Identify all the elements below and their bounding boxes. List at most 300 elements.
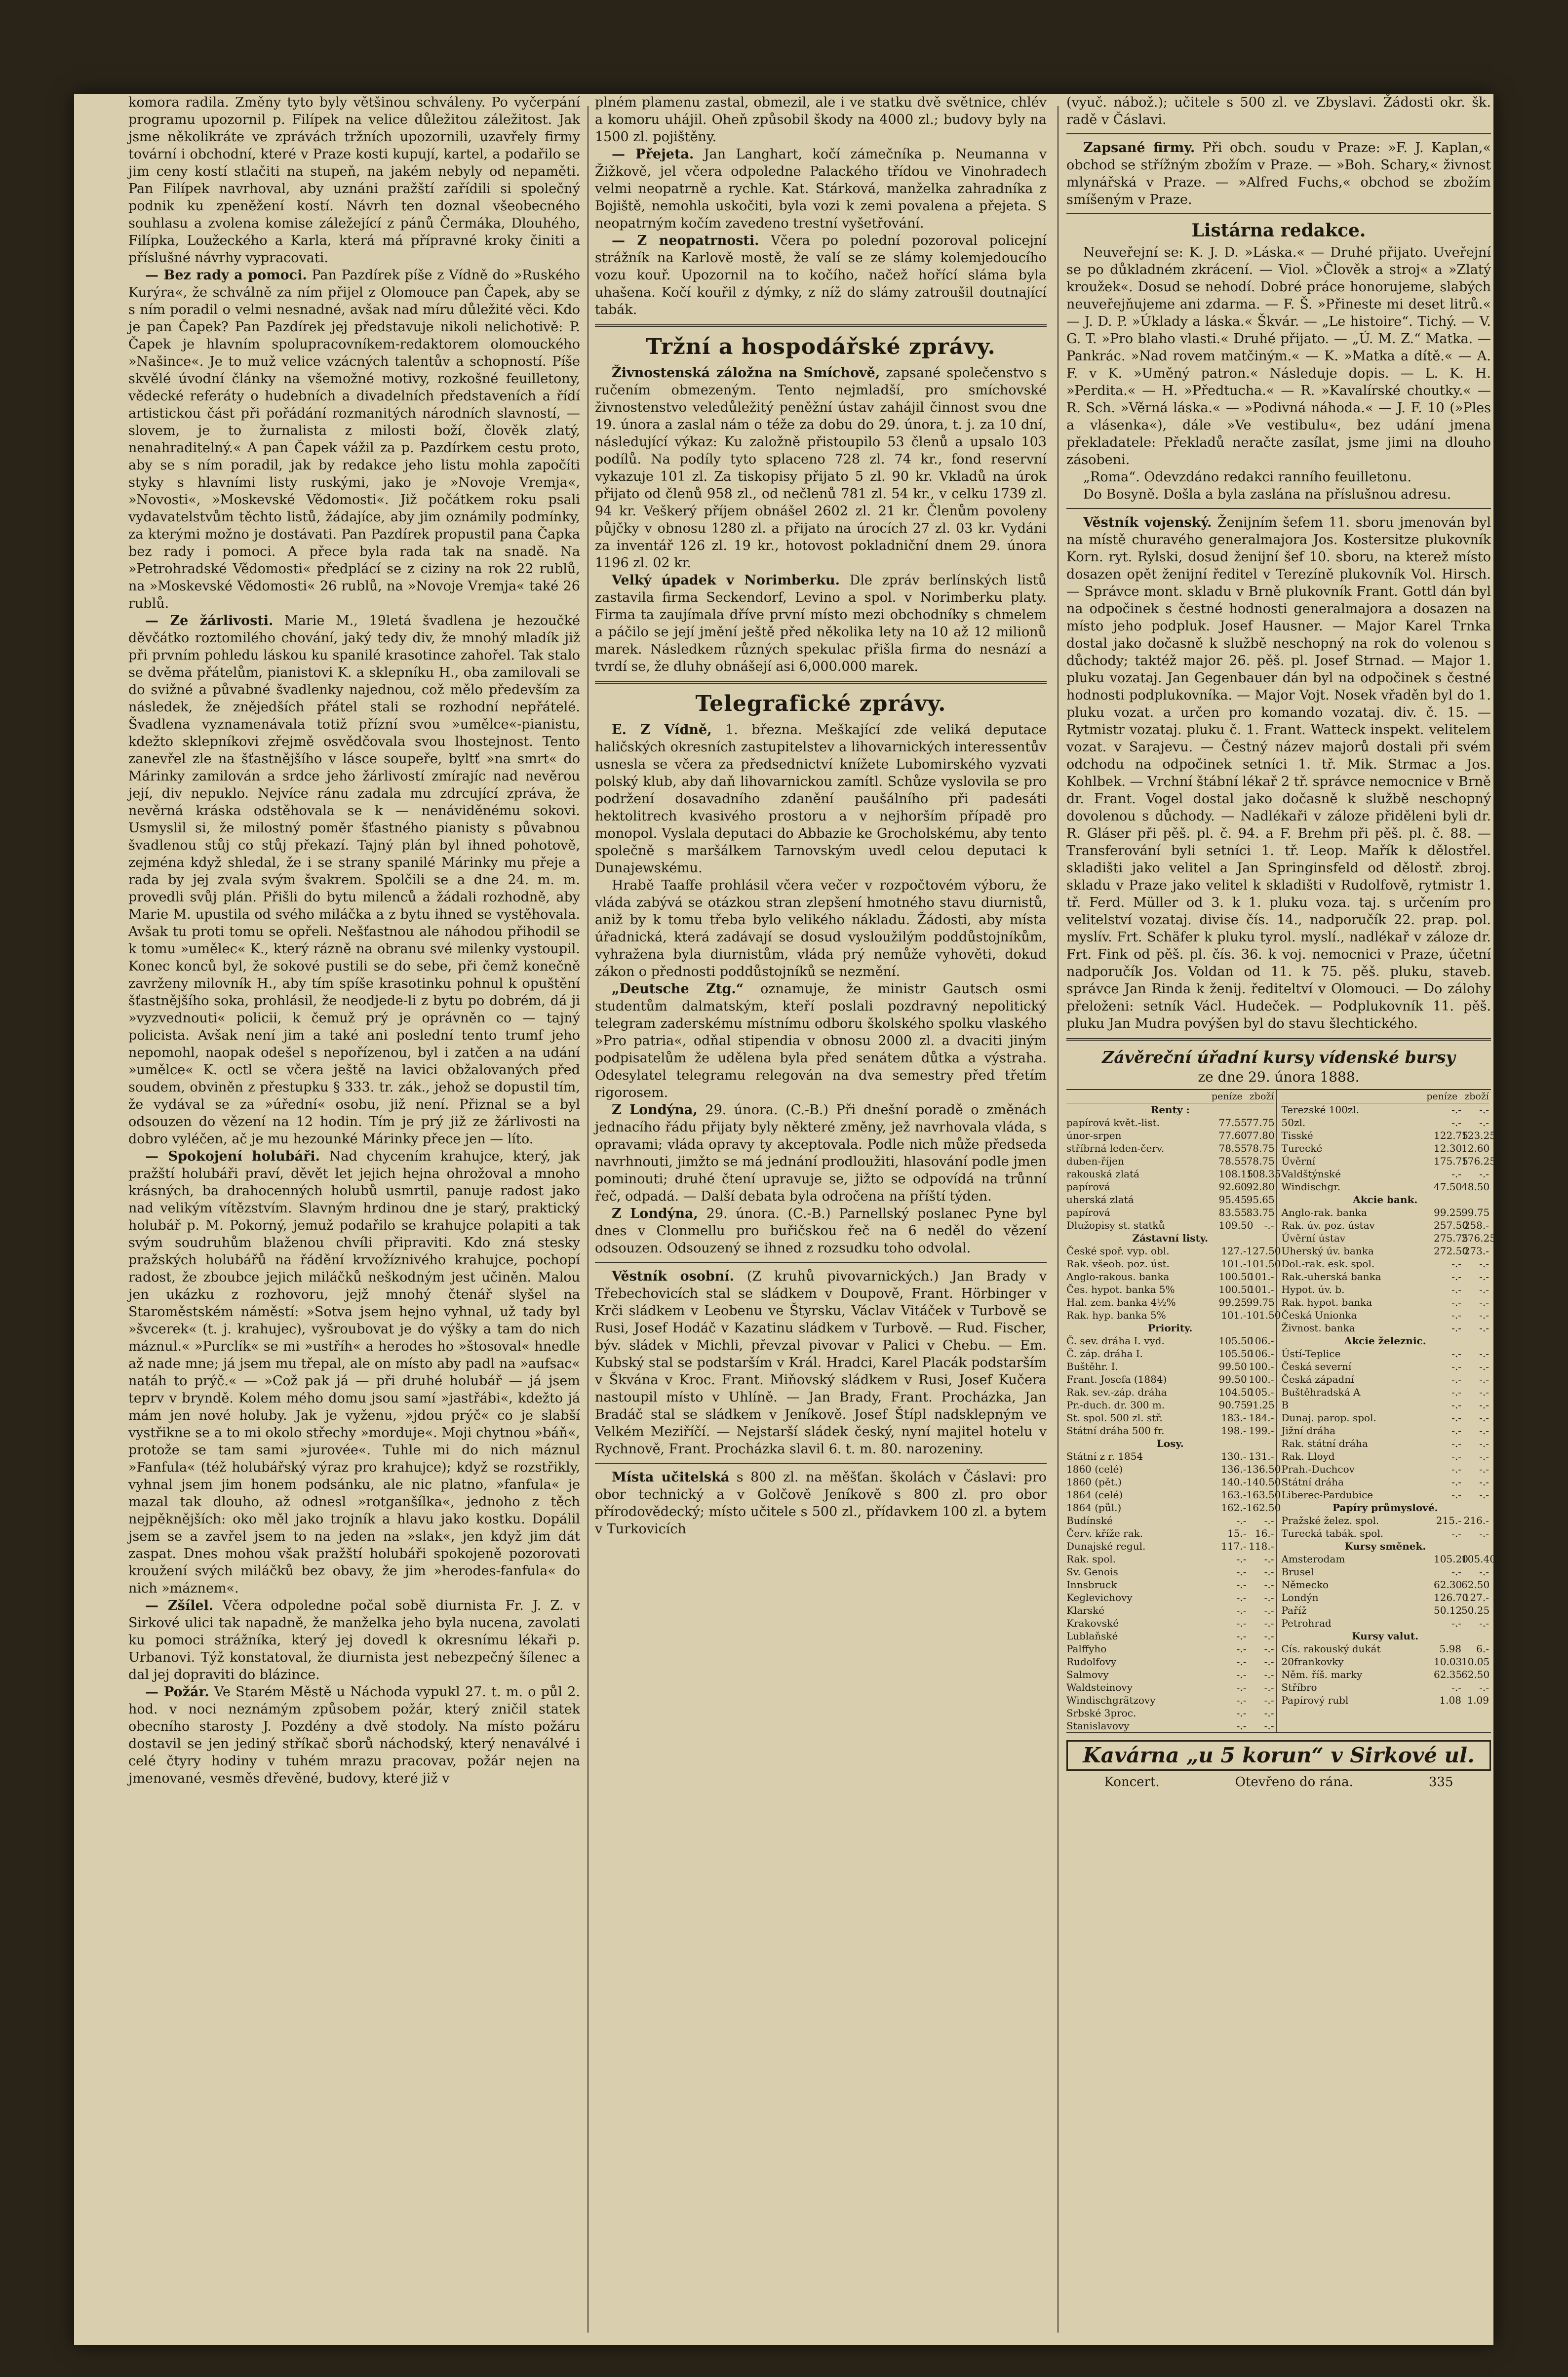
section-divider (1066, 1038, 1491, 1041)
bourse-bid: 100.50 (1218, 1271, 1254, 1283)
bourse-ask: 184.- (1249, 1412, 1274, 1424)
bourse-row (1282, 1245, 1490, 1257)
bourse-bid: -.- (1236, 1694, 1247, 1706)
bourse-bid: -.- (1236, 1707, 1247, 1719)
bourse-row (1066, 1257, 1281, 1270)
bourse-bid: -.- (1451, 1463, 1461, 1475)
article-continued: (vyuč. nábož.); učitele s 500 zl. ve Zbyslavi. Žádosti okr. šk. radě v Čáslavi. (1066, 95, 1491, 127)
article-vestnik-vojensky: Věstník vojenský. Ženijním šefem 11. sboru jmenován byl na místě churavého generalmajora Jos. Kostersitze plukovník Korn. ryt. Rylski, dosud ženijní šef 10. sboru, na kterež místo dosazen opět ženijní ředitel v Terezíně plukovník Vol. Hirsch. — Správce mont. skladu v Brně plukovník Frant. Gottl dán byl na odpočinek s čestné hodnosti generalmajora a dosazen na místo jeho podpluk. Josef Hausner. — Major Karel Trnka dostal jako dočasně k službě neschopný na rok do volenou s důchody; taktéž major 26. pěš. pl. Josef Strnad. — Major 1. pluku vozataj. Jan Gegenbauer dán byl na odpočinek s čestné hodnosti podplukovníka. — Major Vojt. Nosek vřaděn byl do 1. pluku vozat. a určen pro komando vozataj. div. č. 15. — Rytmistr vozataj. pluku č. 1. Frant. Watteck inspekt. velitelem vozat. v Sarajevu. — Čestný název majorů dostali při svém odchodu na odpočinek setníci 1. tř. Mik. Strmac a Jos. Kohlbek. — Vrchní štábní lékař 2 tř. správce nemocnice v Brně dr. Frant. Vogel dostal jako dočasně k službě neschopný dovolenou s důchody. — Nadlékaři v záloze přiděleni byli dr. R. Gláser při pěš. pl. č. 94. a F. Brehm při pěš. pl. č. 88. — Transferování byli setníci 1. tř. Leop. Mařík k dělostřel. skladišti jako velitel a Jan Springinsfeld od dělostř. zbroj. skladu v Praze jako velitel k skladišti v Rudolfově, rytmistr 1. tř. Ferd. Müller od 3. k 1. pluku voza. taj. s určením pro velitelství vozataj. divise čís. 14., nadporučík 22. prap. pol. myslív. Frt. Schäfer k pluku tyrol. myslí., nadlékař v záloze dr. Frt. Fink od pěš. pl. čís. 36. k voj. nemocnici v Praze, účetní nadporučík Jos. Voldan od 11. k 75. pěš. pluku, staveb. správce Jan Rinda k ženij. řediteltví v Olomouci. — Do zálohy přeloženi: setník Václ. Hudeček. — Podplukovník 11. pěš. pluku Jan Mudra povýšen byl do stavu šlechtického. (1066, 515, 1491, 1031)
article-zapsane-firmy: Zapsané firmy. Při obch. soudu v Praze: »F. J. Kaplan,« obchod se střížným zbožím v Praze. — »Boh. Schary,« živnost mlynářská v Praze. — »Alfred Fuchs,« obchod se zbožím smíšeným v Praze. (1066, 140, 1491, 207)
bourse-bid: 77.60 (1218, 1130, 1247, 1141)
bourse-item-name: 1860 (celé) (1066, 1463, 1123, 1475)
bourse-row (1282, 1681, 1490, 1694)
bourse-column-left (1066, 1090, 1281, 1732)
telegram-london-2: Z Londýna, 29. února. (C.-B.) Parnellský poslanec Pyne byl dnes v Clonmellu pro buřičskou řeč na 6 neděl do vězení odsouzen. Odsouzený se ihned z rozsudku toho odvolal. (595, 1206, 1047, 1256)
bourse-ask: 163.50 (1246, 1489, 1281, 1501)
bourse-row (1282, 1424, 1490, 1437)
bourse-ask: -.- (1264, 1219, 1274, 1231)
bourse-row (1066, 1655, 1274, 1668)
article-bez-rady: — Bez rady a pomoci. Pan Pazdírek píše z Vídně do »Ruského Kurýra«, že schválně za ním přijel z Olomouce pan Čapek, aby se s ním poradil o velmi nesnadné, avšak nad míru důležité věci. Kdo je pan Čapek? Pan Pazdírek jej představuje nikoli nelichotivě: P. Čapek je hlavním spolupracovníkem-redaktorem olomouckého »Našince«. Je to muž velice vzácných talentův a schopností. Píše skvělé úvodní články na všemožné motivy, rozkošné feuilletony, vědecké referáty o hudebních a divadelních představeních a řídí artistickou část při pořádání rozmanitých národních slavností, — slovem, je to žurnalista z milosti boží, člověk zlatý, nenahraditelný.« A pan Čapek vážil za p. Pazdírkem cestu proto, aby se s ním poradil, jak by redakce jeho listu mohla započíti styky s hlavními listy ruskými, jako je »Novoje Vremja«, »Novosti«, »Moskevské Vědomosti«. Již počátkem roku psali vydavatelstvům těchto listů, žádajíce, aby jim oznámily podmínky, za kterými možno je dostávati. Pan Pazdírek propustil pana Čapka bez rady i pomoci. A přece byla rada tak na snadě. Na »Petrohradské Vědomosti« předplácí se z ciziny na rok 22 rublů, na »Moskevské Vědomosti« 26 rublů, na »Novoje Vremja« také 26 rublů. (128, 268, 580, 611)
bourse-ask: 101.- (1249, 1271, 1274, 1283)
article-zalozna: Živnostenská záložna na Smíchově, zapsané společenstvo s ručením obmezeným. Tento nejmladší, pro smíchovské živnostenstvo veledůležitý peněžní ústav zahájil činnost svou dne 19. února a zaslal nám o téže za dobu do 29. února, t. j. za 10 dní, následující výkaz: Ku založně přistoupilo 53 členů a upsalo 103 podílů. Na podíly tyto splaceno 728 zl. 74 kr., fond reservní vykazuje 101 zl. Za tiskopisy přijato 5 zl. 90 kr. Vkladů na úrok přijato od členů 958 zl., od nečlenů 781 zl. 54 kr., v celku 1739 zl. 94 kr. Veškerý příjem obnášel 2602 zl. 21 kr. Členům povoleny půjčky v obnosu 1280 zl. a přijato na úrocích 27 zl. 03 kr. Vydáni za inventář 126 zl. 19 kr., hotovost pokladniční dnem 29. února 1196 zl. 02 kr. (595, 365, 1047, 571)
bourse-ask: 136.50 (1246, 1463, 1281, 1475)
bourse-bid: -.- (1236, 1592, 1247, 1603)
bourse-row (1066, 1527, 1274, 1540)
article-prejeta: — Přejeta. Jan Langhart, kočí zámečníka p. Neumanna v Žižkově, jel včera odpoledne Palackého třídou ve Vinohradech velmi neopatrně a rychle. Kat. Stárková, manželka zahradníka z Bojiště, nemohla uskočiti, byla vozi k zemi povalena a přejeta. S neopatrným kočím zavedeno trestní vyšetřování. (595, 147, 1047, 231)
bourse-section-heading: Akcie železnic. (1344, 1335, 1426, 1347)
article-heading: Věstník vojenský. (1083, 515, 1212, 530)
bourse-ask: 48.50 (1461, 1181, 1490, 1193)
bourse-ask: -.- (1479, 1489, 1489, 1501)
bourse-item-name: Tisské (1281, 1130, 1313, 1141)
section-divider (595, 1262, 1047, 1263)
bourse-ask: 99.75 (1246, 1296, 1275, 1308)
bourse-bid: -.- (1451, 1617, 1461, 1629)
bourse-section-heading: Akcie bank. (1353, 1194, 1418, 1206)
bourse-title: Závěreční úřadní kursy vídenské bursy (1102, 1048, 1455, 1067)
bourse-row (1066, 1604, 1274, 1617)
bourse-bid: -.- (1451, 1489, 1461, 1501)
bourse-item-name: Uherský úv. banka (1281, 1245, 1374, 1257)
bourse-ask: 62.50 (1461, 1579, 1490, 1591)
bourse-ask: -.- (1479, 1284, 1489, 1295)
bourse-ask: -.- (1264, 1553, 1274, 1565)
bourse-bid: 136.- (1221, 1463, 1247, 1475)
bourse-header: peníze zboží (1282, 1090, 1490, 1103)
bourse-row (1282, 1257, 1490, 1270)
bourse-ask: 10.05 (1461, 1656, 1490, 1668)
telegram-london-1: Z Londýna, 29. února. (C.-B.) Při dnešní poradě o změnách jednacího řádu přijaty byly některé změny, jež navrhovala vláda, s opravami; vláda opravy ty akceptovala. Podle nich může předseda navrhnouti, jimžto se má jednání prodloužiti, hlasování podle jmen pominouti; druhé čtení upravuje se, jižto se odpovídá na trůnní řeč, odpadá. — Další debata byla odročena na příští týden. (595, 1102, 1047, 1204)
bourse-item-name: Č. sev. dráha I. vyd. (1066, 1335, 1165, 1347)
bourse-row (1282, 1437, 1490, 1450)
bourse-ask: -.- (1479, 1681, 1489, 1693)
bourse-row (1282, 1463, 1490, 1476)
bourse-bid: 95.45 (1218, 1194, 1247, 1206)
bourse-row (1282, 1322, 1490, 1334)
bourse-row (1282, 1617, 1490, 1630)
bourse-item-name: Hal. zem. banka 4½% (1066, 1296, 1176, 1308)
bourse-row (1066, 1270, 1274, 1283)
bourse-item-name: Pr.-duch. dr. 300 m. (1066, 1399, 1165, 1411)
bourse-row (1282, 1180, 1490, 1193)
bourse-ask: 199.- (1249, 1425, 1274, 1437)
bourse-ask: -.- (1264, 1669, 1274, 1680)
bourse-item-name: Waldsteinovy (1066, 1681, 1133, 1693)
bourse-ask: 78.75 (1246, 1142, 1275, 1154)
bourse-ask: -.- (1479, 1104, 1489, 1116)
bourse-section-heading: Losy. (1156, 1438, 1184, 1449)
bourse-bid: 109.50 (1218, 1219, 1254, 1231)
bourse-bid: -.- (1236, 1579, 1247, 1591)
bourse-ask: 83.75 (1246, 1207, 1275, 1218)
bourse-item-name: Úvěrní ústav (1281, 1232, 1346, 1244)
bourse-ask: -.- (1479, 1386, 1489, 1398)
bourse-ask: 77.80 (1246, 1130, 1275, 1141)
bourse-item-name: Česká západní (1281, 1373, 1354, 1385)
bourse-row (1282, 1347, 1490, 1360)
bourse-ask: -.- (1264, 1566, 1274, 1578)
bourse-bid: 104.50 (1218, 1386, 1254, 1398)
section-divider (1066, 508, 1491, 509)
bourse-row (1282, 1514, 1490, 1527)
bourse-bid: -.- (1451, 1284, 1461, 1295)
bourse-section-heading: Kursy valut. (1352, 1630, 1419, 1642)
bourse-item-name: Liberec-Pardubice (1281, 1489, 1373, 1501)
bourse-item-name: 1864 (celé) (1066, 1489, 1123, 1501)
bourse-row (1066, 1206, 1274, 1219)
bourse-item-name: Státní dráha (1281, 1476, 1344, 1488)
bourse-row (1282, 1309, 1490, 1322)
bourse-bid: -.- (1451, 1681, 1461, 1693)
bourse-bid: -.- (1236, 1604, 1247, 1616)
bourse-item-name: Stříbro (1281, 1681, 1317, 1693)
bourse-bid: -.- (1451, 1168, 1461, 1180)
bourse-item-name: Rudolfovy (1066, 1656, 1117, 1668)
bourse-bid: 275.75 (1434, 1232, 1468, 1244)
bourse-bid: 101.- (1221, 1309, 1247, 1321)
bourse-row (1066, 1168, 1281, 1180)
bourse-ask: 78.75 (1246, 1155, 1275, 1167)
bourse-row (1066, 1553, 1274, 1565)
bourse-item-name: Innsbruck (1066, 1579, 1117, 1591)
article-heading: — Požár. (145, 1684, 209, 1700)
bourse-ask: 127.50 (1246, 1245, 1281, 1257)
bourse-row (1066, 1424, 1274, 1437)
article-heading: Místa učitelská (612, 1470, 730, 1485)
bourse-ask: 95.65 (1246, 1194, 1275, 1206)
bourse-bid: 47.50 (1434, 1181, 1462, 1193)
bourse-bid: -.- (1451, 1361, 1461, 1372)
bourse-bid: 62.35 (1434, 1669, 1462, 1680)
bourse-ask: 276.25 (1461, 1232, 1496, 1244)
bourse-bid: -.- (1451, 1309, 1461, 1321)
bourse-item-name: Krakovské (1066, 1617, 1119, 1629)
bourse-bid: -.- (1451, 1476, 1461, 1488)
bourse-bid: 99.25 (1434, 1207, 1462, 1218)
bourse-row (1066, 1540, 1274, 1553)
telegram-heading: „Deutsche Ztg.“ (612, 981, 744, 997)
bourse-item-name: Windischgr. (1281, 1181, 1341, 1193)
bourse-row (1282, 1578, 1490, 1591)
bourse-row (1066, 1514, 1274, 1527)
bourse-ask: -.- (1479, 1412, 1489, 1424)
bourse-bid: 183.- (1221, 1412, 1247, 1424)
bourse-bid: 78.55 (1218, 1155, 1247, 1167)
bourse-bid: 163.- (1221, 1489, 1247, 1501)
bourse-bid: -.- (1451, 1386, 1461, 1398)
bourse-item-name: únor-srpen (1066, 1130, 1122, 1141)
bourse-item-name: Terezské 100zl. (1281, 1104, 1360, 1116)
bourse-row (1066, 1411, 1274, 1424)
bourse-ask: 140.50 (1246, 1476, 1281, 1488)
bourse-section-heading: Zástavní listy. (1132, 1232, 1209, 1244)
bourse-bid: 92.60 (1218, 1181, 1247, 1193)
bourse-item-name: Pražské želez. spol. (1281, 1515, 1379, 1526)
bourse-bid: 1.08 (1439, 1694, 1461, 1706)
bourse-row (1282, 1386, 1490, 1399)
bourse-ask: -.- (1479, 1527, 1489, 1539)
bourse-bid: -.- (1451, 1527, 1461, 1539)
bourse-ask: 123.25 (1461, 1130, 1496, 1141)
bourse-row (1281, 1155, 1496, 1168)
bourse-row (1066, 1694, 1274, 1707)
bourse-row (1066, 1565, 1274, 1578)
bourse-row (1066, 1476, 1281, 1488)
bourse-row (1066, 1681, 1274, 1694)
bourse-item-name: Státní z r. 1854 (1066, 1450, 1143, 1462)
bourse-row (1066, 1283, 1274, 1296)
bourse-bid: 130.- (1221, 1450, 1247, 1462)
bourse-row (1066, 1463, 1281, 1476)
bourse-row (1066, 1180, 1274, 1193)
bourse-bid: 90.75 (1218, 1399, 1247, 1411)
telegram-heading: Z Londýna, (612, 1102, 698, 1118)
bourse-row (1066, 1360, 1274, 1373)
bourse-item-name: Londýn (1281, 1592, 1319, 1603)
bourse-ask: -.- (1479, 1117, 1489, 1129)
section-divider (595, 1463, 1047, 1464)
bourse-item-name: České spoř. vyp. obl. (1066, 1245, 1170, 1257)
bourse-item-name: Červ. kříže rak. (1066, 1527, 1143, 1539)
bourse-item-name: Klarské (1066, 1604, 1105, 1616)
article-continued: komora radila. Změny tyto byly většinou schváleny. Po vyčerpání programu upozornil p. Filípek na velice důležitou záležitost. Jak jsme několikráte ve zprávách tržních upozornili, uzavřely firmy tovární i obchodní, které v Praze kosti kupují, kartel, a podařilo se jim ceny kostí stlačiti na stupeň, na jakém nebyly od nepaměti. Pan Filípek navrhoval, aby uznáni pražští zařídili si společný podnik ku zpeněžení kostí. Návrh ten doznal všeobecného souhlasu a zvolena komise záležející z pánů Čermáka, Dlouhého, Filípka, Loužeckého a Karla, která má přípravné kroky činiti a příslušné návrhy vypracovati. (128, 95, 580, 266)
bourse-bid: 50.12 (1434, 1604, 1462, 1616)
bourse-bid: 215.- (1436, 1515, 1461, 1526)
bourse-row (1066, 1347, 1274, 1360)
bourse-row (1282, 1565, 1490, 1578)
newspaper-page (74, 94, 1496, 2345)
bourse-item-name: rakouská zlatá (1066, 1168, 1140, 1180)
bourse-row (1066, 1578, 1274, 1591)
bourse-item-name: Rak. Lloyd (1281, 1450, 1335, 1462)
bourse-bid: -.- (1451, 1348, 1461, 1360)
telegram-taaffe: Hrabě Taaffe prohlásil včera večer v rozpočtovém výboru, že vláda zabývá se otázkou stran zlepšení hmotného stavu diurnistů, aniž by k tomu třeba bylo velikého nákladu. Žádosti, aby místa úřadnická, která zadávají se dosud vysloužilým poddůstojníkům, vyhražena byla diurnistům, vláda prý nemůže vyhověti, dokud zákon o přednosti poddůstojníků se nezmění. (595, 878, 1047, 979)
bourse-row (1282, 1476, 1490, 1488)
bourse-item-name: Rak. úv. poz. ústav (1281, 1219, 1375, 1231)
bourse-ask: 62.50 (1461, 1669, 1490, 1680)
bourse-item-name: Státní dráha 500 fr. (1066, 1425, 1165, 1437)
bourse-item-name: Turecké (1281, 1142, 1323, 1154)
bourse-item-name: Ústí-Teplice (1281, 1348, 1341, 1360)
bourse-item-name: Dol.-rak. esk. spol. (1281, 1258, 1375, 1270)
bourse-item-name: Buštěhr. I. (1066, 1361, 1118, 1372)
bourse-item-name: 50zl. (1281, 1117, 1306, 1129)
bourse-ask: 16.- (1254, 1527, 1274, 1539)
bourse-item-name: Salmovy (1066, 1669, 1109, 1680)
bourse-row (1282, 1270, 1490, 1283)
bourse-bid: -.- (1236, 1515, 1247, 1526)
ad-details (1066, 1774, 1491, 1791)
bourse-item-name: Dlužopisy st. statků (1066, 1219, 1165, 1231)
bourse-item-name: Brusel (1281, 1566, 1314, 1578)
bourse-bid: -.- (1451, 1399, 1461, 1411)
bourse-row (1282, 1450, 1490, 1463)
bourse-item-name: Prah.-Duchcov (1281, 1463, 1355, 1475)
article-mista-ucitelska: Místa učitelská s 800 zl. na měšťan. školách v Čáslavi: pro obor technický a v Golčově Jeníkově s 800 zl. pro obor přírodovědecký; místo učitele s 500 zl., přídavkem 100 zl. a bytem v Turkovicích (595, 1470, 1047, 1537)
bourse-row (1066, 1129, 1274, 1142)
bourse-bid: -.- (1236, 1656, 1247, 1668)
bourse-bid: 99.50 (1218, 1373, 1247, 1385)
bourse-bid: 83.55 (1218, 1207, 1247, 1218)
bourse-item-name: Windischgrätzovy (1066, 1694, 1156, 1706)
bourse-ask: 127.- (1463, 1592, 1489, 1603)
bourse-ask: -.- (1264, 1707, 1274, 1719)
bourse-ask: -.- (1479, 1476, 1489, 1488)
bourse-bid: -.- (1451, 1566, 1461, 1578)
bourse-item-name: Rak. hypot. banka (1281, 1296, 1372, 1308)
bourse-ask: -.- (1479, 1309, 1489, 1321)
bourse-ask: 105.40 (1461, 1553, 1496, 1565)
section-divider (595, 324, 1047, 327)
bourse-row (1066, 1668, 1274, 1681)
bourse-bid: -.- (1451, 1296, 1461, 1308)
bourse-item-name: uherská zlatá (1066, 1194, 1134, 1206)
telegram-vienna: E. Z Vídně, 1. března. Meškající zde veliká deputace haličských okresních zastupitelstev a lihovarnických interessentův usnesla se včera za předsednictví knížete Lubomirského vyzvati polský klub, aby daň lihovarnickou zamítl. Schůze vyslovila se pro podržení dosavadního zdanění paušálního při padesáti hektolitrech kvasivého prostoru a v nejhorším případě pro monopol. Vyslala deputaci do Abbazie ke Grocholskému, aby tento společně s maršálkem Tarnovským uvedl celou deputaci k Dunajewskému. (595, 722, 1047, 876)
bourse-ask: 101.50 (1246, 1309, 1281, 1321)
bourse-ask: -.- (1479, 1322, 1489, 1334)
bourse-ask: -.- (1479, 1450, 1489, 1462)
bourse-item-name: Č. záp. dráha I. (1066, 1348, 1143, 1360)
bourse-row (1282, 1142, 1490, 1155)
bourse-ask: -.- (1479, 1361, 1489, 1372)
bourse-item-name: Rak. sev.-záp. dráha (1066, 1386, 1167, 1398)
bourse-section-heading: Priority. (1148, 1322, 1193, 1334)
bourse-item-name: papírová květ.-list. (1066, 1117, 1160, 1129)
bourse-row (1066, 1630, 1274, 1642)
bourse-ask: -.- (1264, 1592, 1274, 1603)
article-neopatrnost: — Z neopatrnosti. Včera po polední pozoroval policejní strážník na Karlově mostě, že valí se ze slámy kolemjedoucího vozu kouř. Upozornil na to kočího, načež hořící sláma byla uhašena. Kočí kouřil z dýmky, z níž do slámy zatroušil doutnající tabák. (595, 233, 1047, 317)
bourse-item-name: Jižní dráha (1281, 1425, 1336, 1437)
article-upadek: Velký úpadek v Norimberku. Dle zpráv berlínských listů zastavila firma Seckendorf, Levino a spol. v Norimberku platy. Firma ta zaujímala dříve první místo mezi obchodníky s chmelem a páčilo se její jmění ještě před několika lety na 10 až 12 milionů marek. Následkem různých spekulac přišla firma do nesnází a tvrdí se, že dluhy obnášejí asi 6,000.000 marek. (595, 573, 1047, 674)
bourse-bid: 126.70 (1434, 1592, 1468, 1603)
bourse-column-right (1281, 1090, 1496, 1732)
bourse-table (1066, 1089, 1496, 1733)
bourse-bid: 100.50 (1218, 1284, 1254, 1295)
bourse-item-name: Sv. Genois (1066, 1566, 1118, 1578)
bourse-section-heading: Renty : (1150, 1104, 1190, 1116)
bourse-ask: -.- (1479, 1399, 1489, 1411)
bourse-row (1066, 1488, 1281, 1501)
bourse-ask: 101.50 (1246, 1258, 1281, 1270)
ad-mid: Otevřeno do rána. (1235, 1775, 1353, 1790)
bourse-ask: -.- (1264, 1579, 1274, 1591)
bourse-row (1282, 1527, 1490, 1540)
bourse-ask: 258.- (1463, 1219, 1489, 1231)
bourse-row (1066, 1617, 1274, 1630)
bourse-ask: -.- (1479, 1425, 1489, 1437)
bourse-bid: 101.- (1221, 1258, 1247, 1270)
article-holubari: — Spokojení holubáři. Nad chycením krahujce, který, jak pražští holubáři praví, děvět let jejich hejna ohrožoval a mnoho krásných, ba drahocenných holubů usmrtil, panuje radost jako nad velikým vítězstvím. Slavným hrdinou dne je starý, praktický holubář p. M. Pokorný, jemuž podařilo se krahujce polapiti a tak svým soudruhům blaženou chvíli připraviti. Kdo zná stesky pražských holubářů na řádění krvožíznivého krahujce, pochopí radost, že zboubce jejich miláčků neškodným jest učiněn. Malou jen ukázku z rozhovoru, jejž mnohý čtenář slyšel na Staroměstském náměstí: »Sotva jsem hejno vyhnal, už tady byl »švcerek« (t. j. krahujec), vyšroubovat je do výšky a tam do nich máznul.« »Purclík« se mi »ustříh« a herodes ho »štosoval« hnedle až nade mne; já jsem mu třepal, ale on místo aby padl na »aufsac« natáh to prýč.« — »Což pak já — při druhé holubář — já jsem teprv v bryndě. Kolem mého domu jsou samí »jastřábi«, kdežto já mám jen nové holuby. Jak je vyženu, »jdou prýč« co je slabší vystřikne se a to mi okolo střechy »morduje«. Moji chytnou »báň«, protože se tam sami »jurovée«. Tuhle mi do nich máznul »Fanfula« (též holubářský výraz pro krahujce); když se rozstřikly, vyhnal jsem jim honem podsánku, ale nic platno, »fanfula« je mazal tak dlouho, až odnesl »rotganšílka«, jednoho z těch nejpěknějších: oko měl jako trojník a hlavu jako kostku. Dopálil jsem se a zavřel jsem to na jeden na »slak«, jen když jim dát zaspat. Dnes mohou však pražští holubáři spokojeně pozorovati kroužení svých miláčků bez obavy, že jim »herodes-fanfula« do nich »máznem«. (128, 1149, 580, 1596)
bourse-bid: -.- (1236, 1566, 1247, 1578)
bourse-item-name: Rak. spol. (1066, 1553, 1116, 1565)
bourse-bid: 257.50 (1434, 1219, 1468, 1231)
bourse-bid: -.- (1451, 1117, 1461, 1129)
bourse-ask: 118.- (1249, 1540, 1274, 1552)
ad-number: 335 (1428, 1775, 1453, 1790)
bourse-bid: 108.15 (1218, 1168, 1254, 1180)
bourse-row (1066, 1719, 1274, 1732)
bourse-ask: -.- (1264, 1515, 1274, 1526)
bourse-ask: 100.- (1249, 1361, 1274, 1372)
bourse-bid: 15.- (1227, 1527, 1247, 1539)
listarna-notes: Neuveřejní se: K. J. D. »Láska.« — Druhé přijato. Uveřejní se po důkladném zkrácení. — Viol. »Člověk a stroj« a »Zlatý kroužek«. Dosud se nehodí. Dobré práce honorujeme, slabých neuveřejňujeme ani zdarma. — F. Š. »Přineste mi deset litrů.« — J. D. P. »Úklady a láska.« Škvár. — „Le histoire“. Tichý. — V. G. T. »Pro blaho vlasti.« Druhé přijato. — „Ú. M. Z.“ Matka. — Pankrác. »Nad rovem matčiným.« — K. »Matka a dítě.« — A. F. v K. »Uměný patron.« Následuje dopis. — L. K. H. »Perdita.« — H. »Předtucha.« — R. »Kavalírské choutky.« — R. Sch. »Věrná láska.« — »Podivná náhoda.« — J. F. 10 (»Ples a vlásenka«), dále »Ve vestibulu«, bez udání jmena překladatele: Překladů neračte zasílat, jsme jimi na dlouho zásobeni. (1066, 245, 1491, 468)
bourse-item-name: St. spol. 500 zl. stř. (1066, 1412, 1163, 1424)
bourse-item-name: Německo (1281, 1579, 1329, 1591)
bourse-row (1066, 1501, 1281, 1514)
bourse-item-name: Budínské (1066, 1515, 1113, 1526)
bourse-ask: -.- (1479, 1566, 1489, 1578)
bourse-bid: -.- (1236, 1681, 1247, 1693)
bourse-row (1282, 1591, 1490, 1604)
bourse-ask: 77.75 (1246, 1117, 1275, 1129)
bourse-row (1282, 1411, 1490, 1424)
bourse-item-name: Stanislavovy (1066, 1720, 1130, 1732)
bourse-item-name: Papírový rubl (1281, 1694, 1349, 1706)
bourse-item-name: Valdštýnské (1281, 1168, 1341, 1180)
section-divider (1066, 213, 1491, 214)
bourse-item-name: 1860 (pět.) (1066, 1476, 1122, 1488)
bourse-ask: -.- (1479, 1373, 1489, 1385)
bourse-row (1282, 1655, 1490, 1668)
bourse-item-name: papírová (1066, 1207, 1110, 1218)
bourse-bid: -.- (1451, 1425, 1461, 1437)
bourse-ask: 92.80 (1246, 1181, 1275, 1193)
ad-title: Kavárna „u 5 korun“ v Sirkové ul. (1083, 1743, 1475, 1767)
bourse-row (1282, 1296, 1490, 1309)
bourse-bid: 127.- (1221, 1245, 1247, 1257)
bourse-item-name: Živnost. banka (1281, 1322, 1355, 1334)
bourse-bid: 99.25 (1218, 1296, 1247, 1308)
bourse-item-name: Česká Unionka (1281, 1309, 1357, 1321)
bourse-item-name: papírová (1066, 1181, 1110, 1193)
bourse-bid: -.- (1236, 1720, 1247, 1732)
article-zarlivost: — Ze žárlivosti. Marie M., 19letá švadlena je hezoučké děvčátko roztomilého chování, jaký tedy div, že mnohý mladík již při prvním pohledu láskou ku spanilé krasotince zahořel. Tak stalo se dvěma přátelům, pianistovi K. a sklepníku H., oba zamilovali se do svižné a půvabné švadlenky najednou, což mělo především za následek, že znějedších přátel stali se rozhodní nepřátelé. Švadlena vyznamenávala totiž přízní svou »umělce«-pianistu, kdežto sklepníkovi zřejmě osvědčovala svou lhostejnost. Tento zanevřel zle na šťastnějšího v lásce soupeře, byltť »na smrt« do Márinky zamilován a srdce jeho žárlivostí zmírajíc nad nevěrou její, div nepuklo. Nejvíce ránu zadala mu zdrcující zpráva, že nevěrná kráska odstěhovala se k — nenáviděnému sokovi. Usmyslil si, že milostný poměr šťastného pianisty s půvabnou švadlenou stůj co stůj překazí. Tajný plán byl ihned pohotově, zejména když shledal, že i se strany spanilé Márinky mu přeje a rada by jej zvala svým švakrem. Spolčili se a dne 24. m. m. provedli svůj plán. Přišli do bytu milenců a žádali rozhodně, aby Marie M. upustila od svého miláčka a z bytu ihned se vystěhovala. Avšak tu proti tomu se opřeli. Nešťastnou ale náhodou přihodil se k tomu »umělec« K., který rázně na obranu své milenky vystoupil. Konec konců byl, že sokové pustili se do sebe, při čemž konečně zavrženy milovník H., aby tím spíše krasotinku pohnul k opuštění šťastnějšího soka, prohlásil, že neodjede-li z bytu po dobrém, dá ji »vyzvednouti« policii, k čemuž prý je oprávněn co — tajný policista. Avšak není jim a také ani poslední tento trumf jeho nepomohl, naopak odešel s nepořízenou, byl i zatčen a na udání »umělce« K. octl se včera ještě na lavici obžalovaných před soudem, obviněn z přestupku § 333. tr. zák., jehož se dopustil tím, že vydával se za »úřední« osobu, již není. Přiznal se a byl odsouzen do vězení na 12 hodin. Tím je prý již ze žárlivosti na dobro vyléčen, ač je mu hezounké Márinky přece jen — líto. (128, 613, 580, 1147)
bourse-row (1066, 1142, 1274, 1155)
bourse-bid: -.- (1451, 1438, 1461, 1449)
listarna-bosyne: Do Bosyně. Došla a byla zaslána na příslušnou adresu. (1083, 487, 1451, 502)
bourse-row (1281, 1129, 1496, 1142)
bourse-ask: 273.- (1463, 1245, 1489, 1257)
listarna-roma: „Roma“. Odevzdáno redakci ranního feuilletonu. (1083, 469, 1412, 485)
advertisement (1066, 1740, 1491, 1771)
bourse-bid: 105.50 (1218, 1335, 1254, 1347)
article-continued: plném plamenu zastal, obmezil, ale i ve statku dvě světnice, chlév a komoru uhájil. Oheň způsobil škody na 4000 zl.; budovy byly na 1500 zl. pojištěny. (595, 95, 1047, 145)
article-heading: Velký úpadek v Norimberku. (612, 573, 840, 588)
bourse-bid: -.- (1236, 1643, 1247, 1655)
bourse-bid: 272.50 (1434, 1245, 1468, 1257)
bourse-item-name: Rak.-uherská banka (1281, 1271, 1381, 1283)
column-2 (595, 94, 1047, 2345)
bourse-bid: -.- (1451, 1450, 1461, 1462)
bourse-row (1066, 1116, 1274, 1129)
bourse-item-name: Paříž (1281, 1604, 1307, 1616)
article-heading: Zapsané firmy. (1083, 140, 1195, 156)
bourse-bid: -.- (1236, 1669, 1247, 1680)
bourse-ask: 106.- (1249, 1335, 1274, 1347)
bourse-bid: 117.- (1221, 1540, 1247, 1552)
bourse-section-heading: Kursy směnek. (1344, 1540, 1426, 1552)
bourse-row (1066, 1707, 1274, 1719)
bourse-row (1282, 1103, 1490, 1116)
article-vestnik-osobni: Věstník osobní. (Z kruhů pivovarnických.) Jan Brady v Třebechovicích stal se sládkem v Doupově, Frant. Hörbinger v Krči sládkem v Leobenu ve Štyrsku, Václav Vitáček v Turbově se Rusi, Josef Hodáč v Kazatinu sládkem v Turbově. — Rud. Fischer, býv. sládek v Michli, převzal pivovar v Palici v Chebu. — Em. Kubský stal se podstarším v Král. Hradci, Karel Placák podstarším v Škvána v Kroc. Frant. Miňovský sládkem v Rusi, Josef Kučera nastoupil místo v Uhlíně. — Jan Brady, Frant. Procházka, Jan Bradáč stal se sládkem v Jeníkově. Josef Štípl nadsklepným ve Velkém Meziříčí. — Nejstarší sládek český, nyní majitel hotelu v Rychnově, Frant. Procházka slavil 6. t. m. 80. narozeniny. (595, 1269, 1047, 1457)
bourse-row (1066, 1155, 1274, 1168)
article-heading: Věstník osobní. (612, 1269, 734, 1284)
bourse-row (1282, 1360, 1490, 1373)
bourse-bid: 99.50 (1218, 1361, 1247, 1372)
section-divider (595, 681, 1047, 684)
bourse-item-name: Hypot. úv. b. (1281, 1284, 1345, 1295)
bourse-row (1066, 1591, 1274, 1604)
